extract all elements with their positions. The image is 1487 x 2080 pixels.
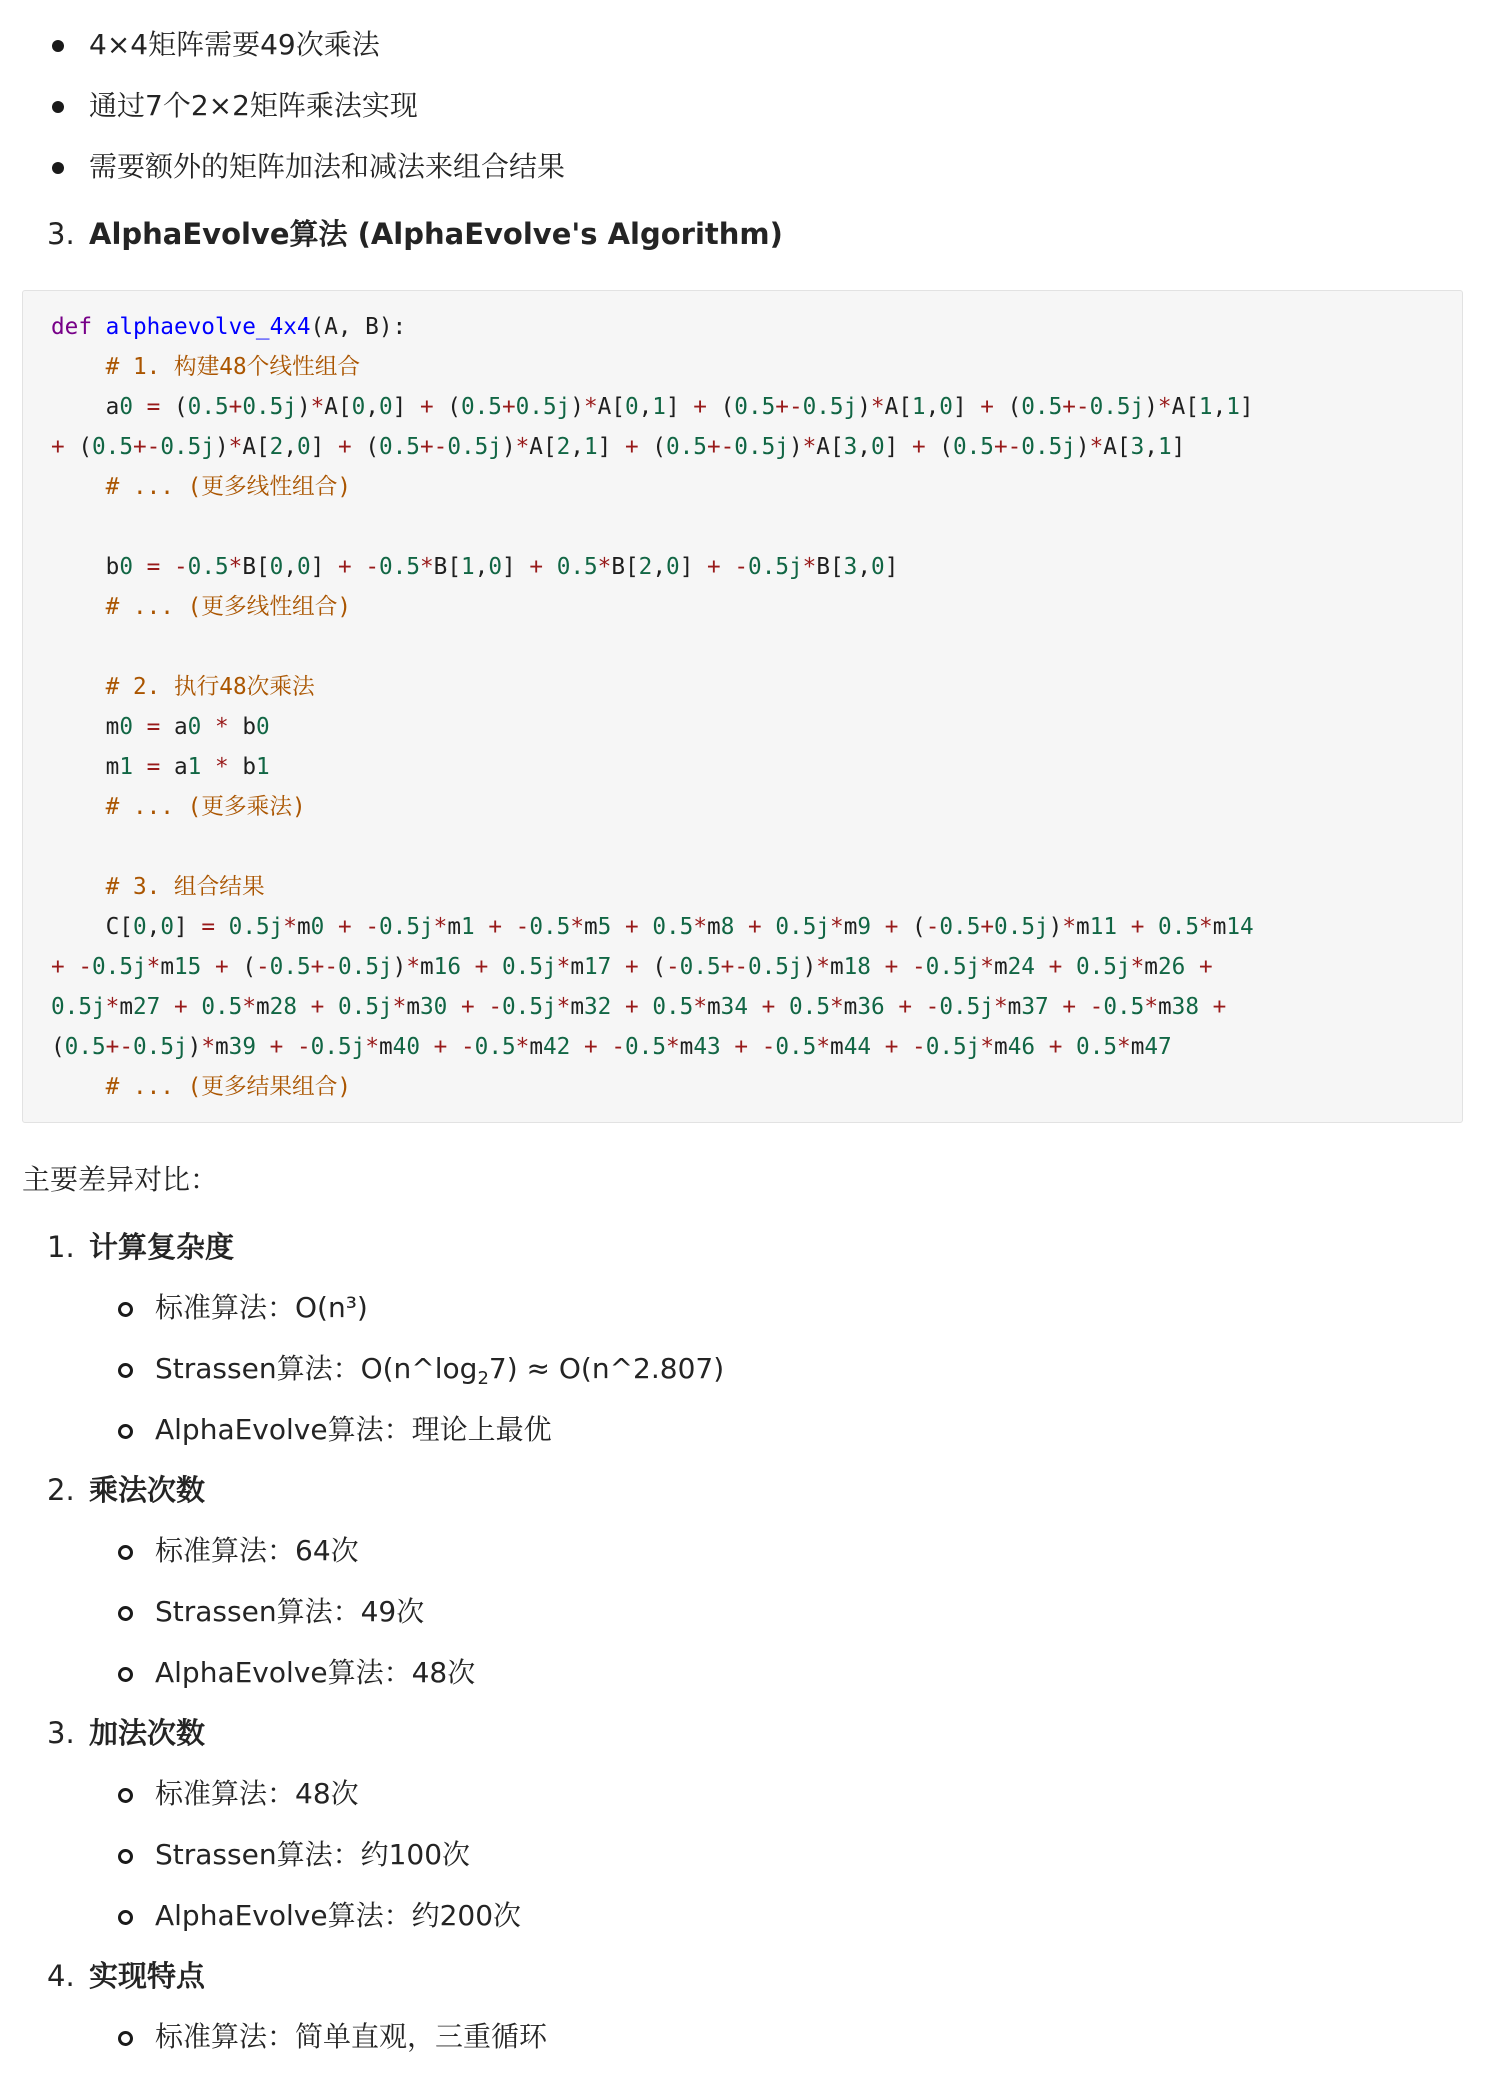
bullet-circle-icon [118, 1424, 133, 1439]
code-line [51, 387, 1254, 427]
code-text: + (0.5+-0.5j)*A[2,0] + (0.5+-0.5j)*A[2,1] + (0.5+-0.5j)*A[3,0] + (0.5+-0.5j)*A[3,1] [51, 434, 1186, 460]
code-keyword: def [51, 314, 92, 340]
diff-intro: 主要差异对比： [22, 1163, 219, 1196]
strassen-complexity-tail: 7) ≈ O(n^2.807) [488, 1352, 725, 1385]
bullet-circle-icon [118, 1302, 133, 1317]
code-text: C[0,0] = 0.5j*m0 + -0.5j*m1 + -0.5*m5 + 0.5*m8 + 0.5j*m9 + (-0.5+0.5j)*m11 + 0.5*m14 [105, 914, 1254, 940]
comparison-title: 加法次数 [89, 1716, 206, 1750]
comparison-title: 乘法次数 [89, 1473, 206, 1507]
list-item-text: 标准算法：简单直观，三重循环 [155, 2020, 548, 2053]
code-text: b0 = -0.5*B[0,0] + -0.5*B[1,0] + 0.5*B[2,0] + -0.5j*B[3,0] [105, 554, 899, 580]
list-item-text: 标准算法：O(n³) [155, 1291, 368, 1324]
bullet-dot-icon [52, 101, 64, 113]
code-line [51, 707, 270, 747]
bullet-circle-icon [118, 2031, 133, 2046]
bullet-circle-icon [118, 1849, 133, 1864]
list-item-text: 通过7个2×2矩阵乘法实现 [89, 89, 418, 122]
comparison-number: 3. [47, 1716, 75, 1750]
comparison-title: 实现特点 [89, 1959, 206, 1993]
code-comment-text: # ... (更多乘法) [105, 794, 306, 820]
code-line [51, 1027, 1172, 1067]
code-comment [51, 1067, 351, 1107]
code-comment-text: # 1. 构建48个线性组合 [105, 354, 361, 380]
list-item-text: 标准算法：64次 [155, 1534, 359, 1567]
code-comment [51, 787, 306, 827]
code-comment-text: # ... (更多线性组合) [105, 594, 352, 620]
list-item-text: 4×4矩阵需要49次乘法 [89, 28, 380, 61]
bullet-circle-icon [118, 1788, 133, 1803]
comparison-number: 1. [47, 1230, 75, 1264]
code-comment [51, 467, 351, 507]
list-item-text: 需要额外的矩阵加法和减法来组合结果 [89, 150, 566, 183]
bullet-circle-icon [118, 1545, 133, 1560]
bullet-circle-icon [118, 1606, 133, 1621]
code-function-name: alphaevolve_4x4 [105, 314, 311, 340]
comparison-title: 计算复杂度 [89, 1230, 235, 1264]
code-block[interactable] [22, 290, 1463, 1123]
code-text: m0 = a0 * b0 [105, 714, 270, 740]
code-comment-text: # ... (更多线性组合) [105, 474, 352, 500]
code-comment [51, 347, 360, 387]
code-text: a0 = (0.5+0.5j)*A[0,0] + (0.5+0.5j)*A[0,1] + (0.5+-0.5j)*A[1,0] + (0.5+-0.5j)*A[1,1] [105, 394, 1254, 420]
list-item-text: AlphaEvolve算法：理论上最优 [155, 1413, 552, 1446]
code-line [51, 427, 1185, 467]
code-comment [51, 587, 351, 627]
bullet-circle-icon [118, 1910, 133, 1925]
code-text: 0.5j*m27 + 0.5*m28 + 0.5j*m30 + -0.5j*m32 + 0.5*m34 + 0.5*m36 + -0.5j*m37 + -0.5*m38 + [51, 994, 1227, 1020]
comparison-number: 2. [47, 1473, 75, 1507]
code-line [51, 987, 1226, 1027]
bullet-circle-icon [118, 1667, 133, 1682]
list-item-text: 标准算法：48次 [155, 1777, 359, 1810]
section-number: 3. [47, 217, 75, 251]
list-item-text: Strassen算法：约100次 [155, 1838, 471, 1871]
strassen-complexity-head: Strassen算法：O(n^log [155, 1352, 478, 1385]
code-text: + -0.5j*m15 + (-0.5+-0.5j)*m16 + 0.5j*m17 + (-0.5+-0.5j)*m18 + -0.5j*m24 + 0.5j*m26 + [51, 954, 1213, 980]
list-item-text: AlphaEvolve算法：48次 [155, 1656, 476, 1689]
list-item-text [155, 1349, 724, 1389]
list-item-text: AlphaEvolve算法：约200次 [155, 1899, 522, 1932]
code-comment-text: # 2. 执行48次乘法 [105, 674, 315, 700]
code-comment-text: # ... (更多结果组合) [105, 1074, 352, 1100]
code-line [51, 307, 406, 347]
code-line [51, 907, 1254, 947]
code-text: (0.5+-0.5j)*m39 + -0.5j*m40 + -0.5*m42 + -0.5*m43 + -0.5*m44 + -0.5j*m46 + 0.5*m47 [51, 1034, 1172, 1060]
bullet-circle-icon [118, 1363, 133, 1378]
bullet-dot-icon [52, 162, 64, 174]
list-item-text: Strassen算法：49次 [155, 1595, 425, 1628]
bullet-dot-icon [52, 40, 64, 52]
code-text: m1 = a1 * b1 [105, 754, 270, 780]
code-line [51, 547, 898, 587]
code-line [51, 947, 1213, 987]
log-subscript: 2 [477, 1368, 489, 1389]
section-title: AlphaEvolve算法 (AlphaEvolve's Algorithm) [89, 217, 783, 251]
code-comment [51, 667, 315, 707]
comparison-number: 4. [47, 1959, 75, 1993]
code-comment [51, 867, 265, 907]
code-signature: (A, B): [310, 314, 407, 340]
code-line [51, 747, 270, 787]
code-comment-text: # 3. 组合结果 [105, 874, 265, 900]
